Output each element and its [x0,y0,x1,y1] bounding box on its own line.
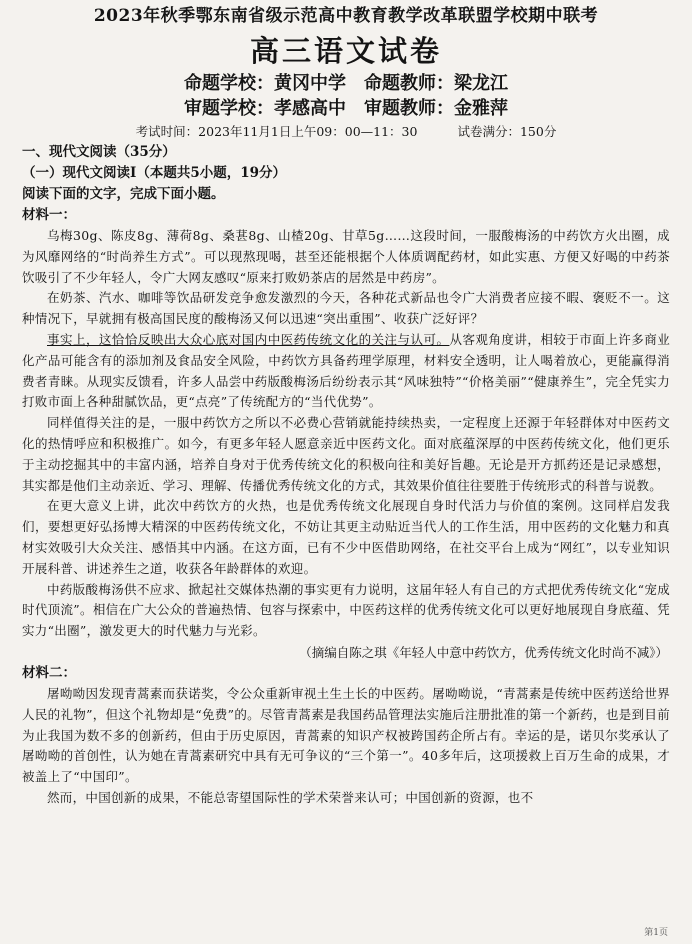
material-1-paragraph: 同样值得关注的是，一服中药饮方之所以不必费心营销就能持续热卖，一定程度上还源于年轻群体对中医药文化的热情呼应和积极推广。如今，有更多年轻人愿意亲近中医药文化。面对底蕴深厚的中医药传统文化，他们更乐于主动挖掘其中的丰富内涵，培养自身对于优秀传统文化的积极向往和美好旨趣。无论是开方抓药还是记录感想，其实都是他们主动亲近、学习、理解、传播优秀传统文化的方式，其效果价值往往要胜于传统形式的科普与说教。 [22,415,670,493]
material-1-paragraph: 乌梅30g、陈皮8g、薄荷8g、桑葚8g、山楂20g、甘草5g……这段时间，一服酸梅汤的中药饮方火出圈，成为风靡网络的“时尚养生方式”。可以现熬现喝，甚至还能根据个人体质调配药材，如此实惠、方便又好喝的中药茶饮吸引了不少年轻人，令广大网友感叹“原来打败奶茶店的居然是中药房”。 [22,228,670,285]
material-2-label: 材料二： [22,664,76,681]
material-1-source: （摘编自陈之琪《年轻人中意中药饮方，优秀传统文化时尚不减》） [299,644,668,660]
section-title: 一、现代文阅读（35分） [22,144,176,160]
material-2-paragraph: 然而，中国创新的成果，不能总寄望国际性的学术荣誉来认可；中国创新的资源，也不 [47,789,534,805]
proposer-teacher: 命题教师：梁龙江 [364,73,508,94]
material-2-paragraph: 屠呦呦因发现青蒿素而获诺奖，令公众重新审视土生土长的中医药。屠呦呦说，“青蒿素是传统中医药送给世界人民的礼物”，但这个礼物却是“免费”的。尽管青蒿素是我国药品管理法实施后注册批准的第一个新药，也是到目前为止我国为数不多的创新药，但由于历史原因，青蒿素的知识产权被跨国药企所占有。幸运的是，诺贝尔奖承认了屠呦呦的首创性，认为她在青蒿素研究中具有无可争议的“三个第一”。40多年后，这项援救上百万生命的成果，才被盖上了“中国印”。 [22,685,670,785]
exam-header-title: 2023年秋季鄂东南省级示范高中教育教学改革联盟学校期中联考 [93,6,599,26]
paragraph-rest: 从客观角度讲，相较于市面上许多商业化产品可能含有的添加剂及食品安全风险，中药饮方具备药理学原理，材料安全透明，让人喝着放心，更能赢得消费者青睐。从现实反馈看，许多人品尝中药版酸梅汤后纷纷表示其“风味独特”“价格美丽”“健康养生”，完全凭实力打败市面上各种甜腻饮品，更“点亮”了传统配方的“当代优势”。 [22,331,670,410]
material-1-paragraph [22,330,670,413]
reviewer-school: 审题学校：孝感高中 [184,98,346,119]
proposer-line [22,71,670,96]
material-1-paragraph: 在更大意义上讲，此次中药饮方的火热，也是优秀传统文化展现自身时代活力与价值的案例。这同样启发我们，要想更好弘扬博大精深的中医药传统文化，不妨让其更主动贴近当代人的工作生活，用中医药的文化魅力和真材实效吸引大众关注、感悟其中内涵。在这方面，已有不少中医借助网络，在社交平台上成为“网红”，以专业知识开展科普、讲述养生之道，收获各年龄群体的欢迎。 [22,498,670,576]
material-1-paragraph: 在奶茶、汽水、咖啡等饮品研发竞争愈发激烈的今天，各种花式新品也令广大消费者应接不暇、褒贬不一。这种情况下，早就拥有极高国民度的酸梅汤又何以迅速“突出重围”、收获广泛好评？ [22,290,670,327]
underlined-sentence: 事实上，这恰恰反映出大众心底对国内中医药传统文化的关注与认可。 [47,331,450,347]
reading-instruction: 阅读下面的文字，完成下面小题。 [22,186,225,202]
exam-time: 考试时间：2023年11月1日上午09：00—11：30 [135,124,418,139]
page-number: 第1页 [644,928,668,938]
material-1-label: 材料一： [22,207,76,223]
reviewer-teacher: 审题教师：金雅萍 [364,98,508,119]
subsection-title: （一）现代文阅读Ⅰ（本题共5小题，19分） [22,165,286,181]
paper-title: 高三语文试卷 [249,34,442,68]
full-score: 试卷满分：150分 [457,124,557,139]
reviewer-line [22,96,670,121]
exam-info-line [22,122,670,142]
material-1-paragraph: 中药版酸梅汤供不应求、掀起社交媒体热潮的事实更有力说明，这届年轻人有自己的方式把优秀传统文化“宠成时代顶流”。相信在广大公众的普遍热情、包容与探索中，中医药这样的优秀传统文化可以更好地展现自身底蕴、凭实力“出圈”，激发更大的时代魅力与光彩。 [22,581,670,639]
proposer-school: 命题学校：黄冈中学 [184,73,346,94]
